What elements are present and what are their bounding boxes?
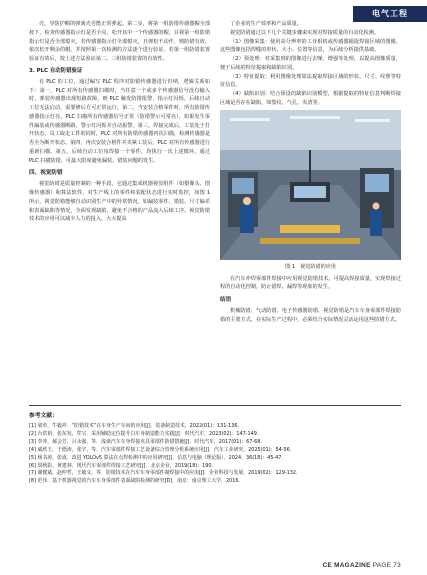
references-section	[29, 410, 401, 486]
reference-item: [1] 梁草，牛毅祥．“防错技术”在车身生产车间的应用[J]．装备制造技术，2022(01)：131-136．	[29, 423, 243, 429]
reference-item: [7] 谢健斌，赵仲哲，王敏义，等．防错技术在汽车车身零部件制焊接中的应用[J]．企业科技与发展，2019(02)：129-132．	[29, 470, 301, 477]
figure-vision-inspection-photo	[220, 110, 401, 260]
subsection-heading: 3. PLC 自动防错验证	[29, 67, 83, 74]
reference-item: [6] 周秋影，黄建林．现代汽车零部件焊接工艺研究[J]．北京企业，2019(18)：190．	[29, 462, 217, 469]
references-title: 参考文献：	[29, 413, 58, 419]
body-paragraph: 机械防错、气动防错、电子传感器防错、视觉防错是汽车车身零部件焊接防错的主要方式，在实际生产过程中，必须结合实际情况灵活运用这些防错方式。	[220, 308, 401, 323]
section-heading: 四、视觉防错	[29, 170, 63, 177]
body-paragraph: 有 PLC 的工位，通过编写 PLC 程序对防错传感器进行归纳，逻辑关系如下：第一，PLC 对所有传感器扫描时，当任意一个或多个传感器信号没有输入时，弹装传感器出现短路故障，则 PLC 触发防错报警，指示灯闪烁，后续自动工位无法启动，需要修后方可正常运行。第二，当安装合格零件时，所有防错传感器指示灯亮，PLC 扫描所有传感器信号正常（防错警示可常亮），如果发生零件漏装或传感器断路，警示灯闪烁并自动报警。第三，焊接完成后，工装处于打开状态，员工取走工件的同时，PLC 对所有防错传感器再次扫描，检测传感器是否全为断开状态。第四，再次安装合格件并夹紧工装后，PLC 对所有传感器进行重新扫描。第五，后续自动工位每焊接一个零件，均执行一次上述循环。通过 PLC 扫描防错，可最大限度避免漏装、错装问题的发生。	[29, 78, 210, 164]
references-divider	[29, 405, 401, 406]
right-column	[220, 20, 401, 325]
body-paragraph: 在汽车冲焊零部件焊接中应用视觉防错技术，可提高焊接质量，实现焊接过程的自动化控制，防止错焊、漏焊等现象的发生。	[220, 275, 401, 291]
left-column	[29, 20, 210, 224]
reference-item: [3] 李冲，郝会芳，吕永强，等．浅谈汽车车身焊接夹具零部件防错措施[J]．时代汽车，2017(01)：67-68．	[29, 438, 266, 445]
body-paragraph: 了企业的生产效率和产品质量。	[230, 21, 302, 27]
conclusion-heading: 结语	[220, 297, 232, 303]
body-paragraph: （1）图像采集：使用高分辨率的工业相机或传感器捕捉焊接区域的图像，这些图像包括焊缝的形状、大小、位置等信息，为后续分析提供基础。	[220, 38, 401, 54]
page-number: PAGE 73	[372, 562, 401, 569]
body-paragraph: 壳，导防护帽的弹簧壳否能正常弹起。第二步，将第一组防错传感器帽全部按下，检查传感器指示灯是否全亮，松开其中一个传感器的帽，目视第一组防错指示灯是否全部熄灭，若传感器指示灯全部熄灭，且弹松不动作，则防错有效。依次松开剩余的帽，并按照第一次检测的方法逐个进行验证。若第一组防错装置验证有效后，按上述方法验证第二、三组防错装置的有效性。	[29, 21, 210, 62]
body-paragraph: 视觉防错通过以下几个关键步骤来实现对焊接质量的自动化检测。	[230, 29, 380, 36]
body-paragraph: （4）缺陷识别：结合预设的缺陷识别模型，根据提取的特征信息判断焊接区域是否存在缺陷，如裂纹、气孔、夹渣等。	[220, 91, 401, 106]
page-footer	[323, 562, 401, 569]
section-tag: 电气工程	[353, 6, 427, 22]
body-paragraph: 视觉防错是质量控制的一种手段，它通过集成机器视觉组件（如摄像头、图像传感器）和算法软件，对生产线上的零件和装配状态进行实时监控，如图 1 所示。视觉防错能够自动识别生产中的异常情况，如漏装零件、错装、尺寸偏差和表面缺陷等情况，全面发现缺陷，避免不合格的产品流入后续工序。视觉防错技术的应用可以减少人力的投入，大大提高	[29, 181, 210, 223]
figure-caption: 图 1 视觉防错的应用	[285, 263, 336, 270]
reference-item: [4] 威欣玉，于德涛，张宇，等．汽车零部件焊接工艺设备综合管理分析系统应用[J]．汽车工业研究，2025(01)：54-56．	[29, 446, 295, 453]
factory-photo-illustration	[220, 110, 401, 260]
reference-item: [8] 范伟．基于机器视觉的汽车车身零部件表面缺陷检测的研究[D]．南京：南京理工大学，2016．	[29, 478, 244, 485]
magazine-name: CE MAGAZINE	[322, 562, 371, 569]
body-paragraph: （3）特征提取：利用图像处理算法提取焊接区域的形状、尺寸、纹理等特征信息。	[220, 73, 401, 89]
reference-item: [5] 杨书涛，张成．改进 YOLOv5 算法在点焊检测中的应用研究[J]．信息与电脑（理论版），2024，36(18)：45-47．	[29, 454, 287, 461]
body-paragraph: （2）预处理：对采集到的图像进行去噪、增强等处理，以提高图像质量，便于后续的特征提取和缺陷识别。	[220, 56, 401, 71]
reference-item: [2] 台洪裕，张东发，牟宝．采用辅助定位提升白车身制造能力实践[J]．时代汽车，2023(02)：147-149．	[29, 430, 262, 437]
